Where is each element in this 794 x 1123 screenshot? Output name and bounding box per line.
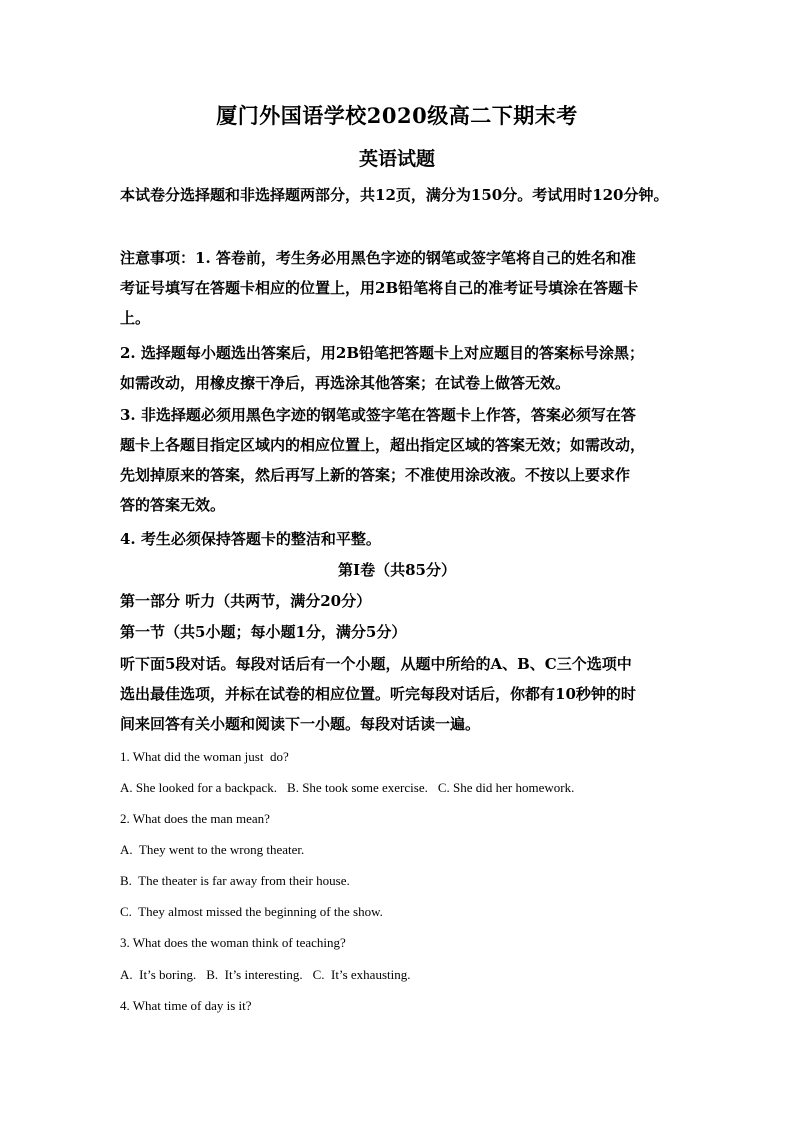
option-c: C. She did her homework.: [437, 780, 575, 795]
option-a: A. She looked for a backpack.: [120, 780, 278, 795]
question-1: 1. What did the woman just do?: [120, 749, 289, 764]
notes-item1-line3: 上。: [120, 309, 151, 327]
notes-item3-line2: 题卡上各题目指定区域内的相应位置上，超出指定区域的答案无效；如需改动，: [120, 436, 646, 454]
exam-subtitle: 英语试题: [358, 148, 435, 170]
exam-title: 厦门外国语学校2020级高二下期末考: [216, 103, 578, 128]
section1-heading: 第一节（共5小题；每小题1分，满分5分）: [120, 623, 407, 641]
notes-item3-line4: 答的答案无效。: [120, 496, 226, 514]
instructions-line1: 听下面5段对话。每段对话后有一个小题，从题中所给的A、B、C三个选项中: [120, 655, 632, 673]
notes-item3-line1: 3. 非选择题必须用黑色字迹的钢笔或签字笔在答题卡上作答，答案必须写在答: [120, 406, 636, 424]
notes-item3-line3: 先划掉原来的答案，然后再写上新的答案；不准使用涂改液。不按以上要求作: [120, 466, 631, 484]
option-b: B. She took some exercise.: [287, 780, 428, 795]
option-a: A. It’s boring.: [120, 967, 197, 982]
option-c: C. It’s exhausting.: [312, 967, 411, 982]
notes-item1-line1: 注意事项：1. 答卷前，考生务必用黑色字迹的钢笔或签字笔将自己的姓名和准: [120, 249, 636, 267]
question-3: 3. What does the woman think of teaching?: [120, 935, 346, 950]
question-3-options: [120, 966, 720, 984]
notes-item1-line2: 考证号填写在答题卡相应的位置上，用2B铅笔将自己的准考证号填涂在答题卡: [120, 279, 639, 297]
question-2-option-a: A. They went to the wrong theater.: [120, 842, 305, 857]
option-b: B. It’s interesting.: [206, 967, 303, 982]
instructions-line2: 选出最佳选项，并标在试卷的相应位置。听完每段对话后，你都有10秒钟的时: [120, 685, 636, 703]
intro-paragraph: 本试卷分选择题和非选择题两部分，共12页，满分为150分。考试用时120分钟。: [120, 186, 669, 204]
notes-item4: 4. 考生必须保持答题卡的整洁和平整。: [120, 530, 381, 548]
question-2: 2. What does the man mean?: [120, 811, 270, 826]
question-4: 4. What time of day is it?: [120, 998, 252, 1013]
part1-heading: 第一部分 听力（共两节，满分20分）: [120, 592, 372, 610]
question-2-option-c: C. They almost missed the beginning of the show.: [120, 904, 383, 919]
volume-heading: 第I卷（共85分）: [338, 561, 456, 579]
notes-item2-line1: 2. 选择题每小题选出答案后，用2B铅笔把答题卡上对应题目的答案标号涂黑；: [120, 344, 644, 362]
question-2-option-b: B. The theater is far away from their house.: [120, 873, 350, 888]
question-1-options: [120, 779, 720, 797]
instructions-line3: 间来回答有关小题和阅读下一小题。每段对话读一遍。: [120, 715, 481, 733]
notes-item2-line2: 如需改动，用橡皮擦干净后，再选涂其他答案；在试卷上做答无效。: [120, 374, 571, 392]
